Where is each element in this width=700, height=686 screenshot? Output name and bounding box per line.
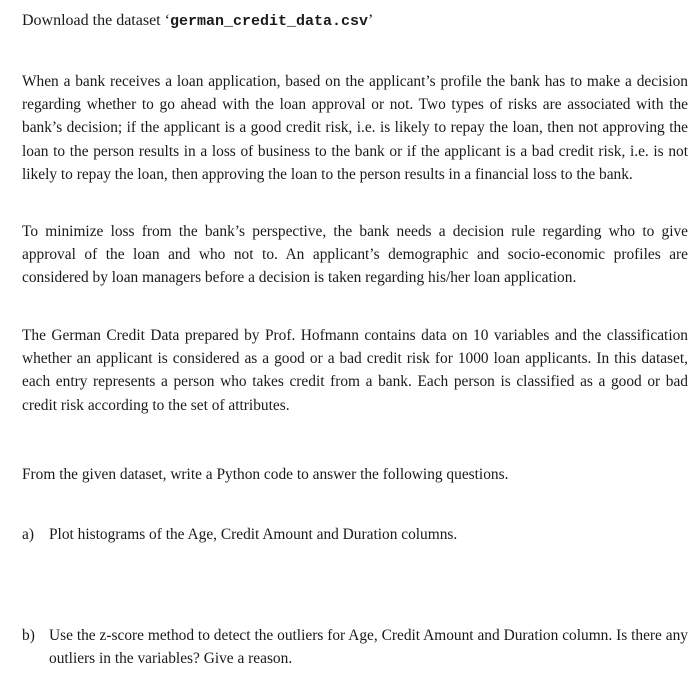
dataset-filename: german_credit_data.csv [169, 13, 368, 30]
download-instruction [22, 10, 373, 33]
paragraph-dataset-description: The German Credit Data prepared by Prof. Hofmann contains data on 10 variables and the classification whether an applicant is considered as a good or a bad credit risk for 1000 loan applicants. In this dataset, each entry represents a person who takes credit from a bank. Each person is classified as a good or bad credit risk according to the set of attributes. [22, 327, 688, 414]
task-instruction: From the given dataset, write a Python code to answer the following questions. [22, 466, 509, 483]
paragraph-decision-rule: To minimize loss from the bank’s perspective, the bank needs a decision rule regarding who to give approval of the loan and who not to. An applicant’s demographic and socio-economic profiles are considered by loan managers before a decision is taken regarding his/her loan application. [22, 223, 688, 287]
question-a-text: Plot histograms of the Age, Credit Amount and Duration columns. [49, 526, 458, 543]
question-b-text: Use the z-score method to detect the outliers for Age, Credit Amount and Duration column. Is there any outliers in the variables? Give a reason. [49, 627, 688, 668]
download-suffix: ’ [368, 12, 374, 29]
question-b [22, 624, 688, 670]
question-a-label: a) [22, 526, 34, 543]
question-a [22, 523, 688, 546]
question-b-label: b) [22, 627, 35, 644]
download-prefix: Download the dataset ‘ [22, 12, 170, 29]
paragraph-loan-risk: When a bank receives a loan application, based on the applicant’s profile the bank has to make a decision regarding whether to go ahead with the loan approval or not. Two types of risks are associated with the bank’s decision; if the applicant is a good credit risk, i.e. is likely to repay the loan, then not approving the loan to the person results in a loss of business to the bank or if the applicant is a bad credit risk, i.e. is not likely to repay the loan, then approving the loan to the person results in a financial loss to the bank. [22, 73, 688, 183]
